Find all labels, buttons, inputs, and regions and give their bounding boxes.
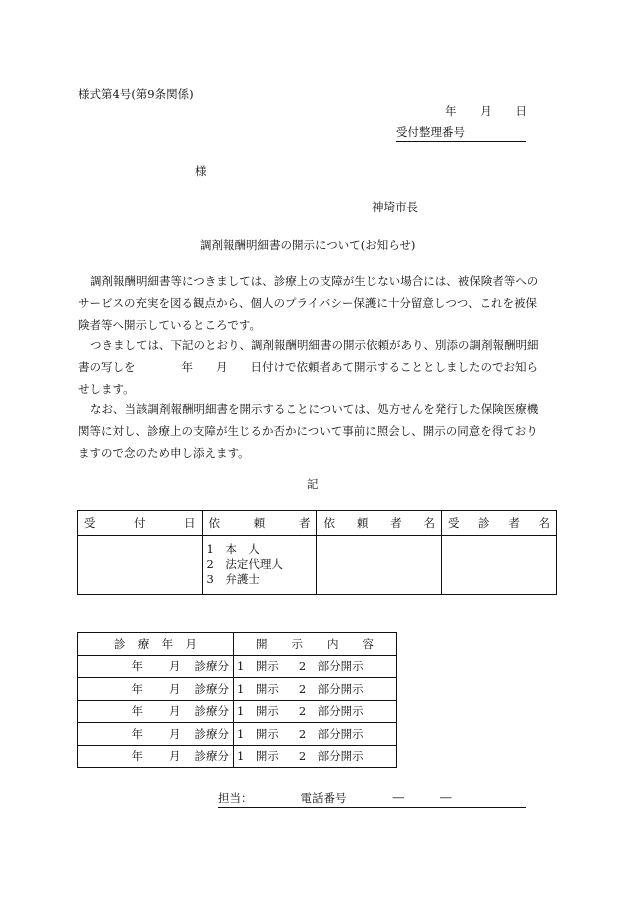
row-year: 年 [131, 681, 143, 696]
subject-title: 調剤報酬明細書の開示について(お知らせ) [200, 238, 416, 252]
date-year-label: 年 [445, 104, 457, 118]
paragraph-line: なお、当該調剤報酬明細書を開示することについては、処方せんを発行した保険医療機 [90, 402, 539, 416]
paragraph-1 [78, 270, 554, 336]
person-label: 担当： [218, 791, 253, 805]
header-reception-date [78, 511, 203, 536]
header-char: 診 [478, 516, 490, 530]
phone-dash: ― [392, 790, 404, 804]
treatment-month-cell[interactable] [78, 655, 234, 678]
ki-heading: 記 [307, 477, 319, 491]
treatment-month-cell[interactable] [78, 678, 234, 701]
header-requester-name [317, 511, 442, 536]
row-suffix: 診療分 [194, 704, 229, 719]
row-year: 年 [131, 659, 143, 674]
requester-option-legal-rep[interactable]: 2 法定代理人 [206, 557, 283, 571]
treatment-month [78, 703, 233, 719]
row-suffix: 診療分 [194, 749, 229, 764]
header-char: 診 [114, 636, 126, 651]
spread-text [442, 515, 556, 531]
header-char: 受 [84, 516, 96, 530]
row-year: 年 [131, 704, 143, 719]
header-char: 年 [161, 636, 174, 651]
header-char: 受 [448, 516, 460, 530]
header-char: 日 [184, 516, 196, 530]
option-full[interactable]: 1 開示 [237, 749, 279, 764]
header-char: 頼 [253, 516, 266, 530]
disclosure-table [77, 632, 397, 768]
sender: 神埼市長 [372, 200, 418, 214]
paragraph-line: ますので念のため申し添えます。 [78, 446, 250, 460]
addressee-suffix: 様 [195, 164, 207, 178]
reception-date-cell[interactable] [78, 536, 203, 595]
option-full[interactable]: 1 開示 [237, 659, 279, 674]
header-patient-name [442, 511, 557, 536]
treatment-month-cell[interactable] [78, 700, 234, 723]
header-char: 容 [362, 636, 374, 651]
disclosure-options [234, 681, 396, 697]
spread-text [234, 636, 396, 652]
treatment-month [78, 681, 233, 697]
date-line [445, 103, 527, 119]
requester-option-self[interactable]: 1 本 人 [206, 542, 260, 556]
paragraph-line: 険者等へ開示しているところです。 [78, 318, 261, 332]
header-char: 者 [298, 516, 311, 530]
disclosure-options [234, 748, 396, 764]
phone-dash: ― [440, 790, 452, 804]
date-day-label: 日 [515, 104, 527, 118]
treatment-month-cell[interactable] [78, 723, 234, 746]
disclosure-options [234, 703, 396, 719]
paragraph-line: 関等に対し、診療上の支障が生じるか否かについて事前に照会し、開示の同意を得ており [78, 424, 538, 438]
row-year: 年 [131, 726, 143, 741]
phone-label: 電話番号 [300, 791, 347, 805]
contact-line [218, 790, 526, 808]
treatment-month [78, 658, 233, 674]
requester-option-lawyer[interactable]: 3 弁護士 [206, 572, 260, 586]
disclosure-row [78, 745, 397, 768]
option-full[interactable]: 1 開示 [237, 681, 279, 696]
row-month: 月 [169, 749, 181, 764]
requester-cell[interactable] [202, 536, 317, 595]
row-suffix: 診療分 [194, 659, 229, 674]
date-month-label: 月 [480, 104, 492, 118]
header-char: 示 [291, 636, 303, 651]
disclosure-row [78, 678, 397, 701]
treatment-month [78, 748, 233, 764]
header-char: 名 [538, 516, 550, 530]
paragraph-line: つきましては、下記のとおり、調剤報酬明細書の開示依頼があり、別添の調剤報酬明細 [90, 338, 539, 352]
row-month: 月 [169, 726, 181, 741]
paragraph-2 [78, 334, 554, 400]
disclosure-row [78, 700, 397, 723]
paragraph-line: 書の写しを 年 月 日付けで依頼者あて開示することとしましたのでお知ら [78, 360, 538, 374]
receipt-number-label: 受付整理番号 [396, 125, 465, 139]
header-char: 頼 [356, 516, 369, 530]
requester-name-cell[interactable] [317, 536, 442, 595]
option-partial[interactable]: 2 部分開示 [298, 681, 364, 696]
header-char: 月 [185, 636, 197, 651]
option-partial[interactable]: 2 部分開示 [298, 726, 364, 741]
request-table [77, 510, 557, 595]
row-month: 月 [169, 681, 181, 696]
row-year: 年 [131, 749, 143, 764]
paragraph-3 [78, 398, 554, 464]
header-char: 療 [137, 636, 150, 651]
treatment-month-cell[interactable] [78, 745, 234, 768]
row-suffix: 診療分 [194, 681, 229, 696]
paragraph-line: サービスの充実を図る観点から、個人のプライバシー保護に十分留意しつつ、これを被保 [78, 296, 537, 310]
option-partial[interactable]: 2 部分開示 [298, 749, 364, 764]
requester-options [203, 536, 317, 587]
spread-text [317, 515, 441, 531]
disclosure-options [234, 658, 396, 674]
header-char: 者 [508, 516, 520, 530]
receipt-number-field[interactable] [396, 124, 526, 142]
paragraph-line: 調剤報酬明細書等につきましては、診療上の支障が生じない場合には、被保険者等への [90, 274, 539, 288]
option-full[interactable]: 1 開示 [237, 704, 279, 719]
option-full[interactable]: 1 開示 [237, 726, 279, 741]
disclosure-options [234, 726, 396, 742]
header-treatment-month [78, 633, 234, 656]
header-char: 内 [327, 636, 339, 651]
spread-text [78, 515, 202, 531]
spread-text [78, 636, 233, 652]
spread-text [203, 515, 317, 531]
disclosure-content-cell[interactable] [234, 700, 397, 723]
header-disclosure-content [234, 633, 397, 656]
header-char: 者 [390, 516, 402, 530]
header-char: 開 [256, 636, 268, 651]
form-number: 様式第4号(第9条関係) [78, 87, 194, 101]
header-requester [202, 511, 317, 536]
header-char: 名 [423, 516, 436, 530]
paragraph-line: せします。 [78, 382, 135, 396]
disclosure-content-cell[interactable] [234, 723, 397, 746]
row-month: 月 [169, 659, 181, 674]
header-char: 依 [323, 516, 335, 530]
header-char: 付 [134, 516, 146, 530]
option-partial[interactable]: 2 部分開示 [298, 704, 364, 719]
disclosure-row [78, 723, 397, 746]
header-char: 依 [208, 516, 221, 530]
option-partial[interactable]: 2 部分開示 [298, 659, 364, 674]
disclosure-row [78, 655, 397, 678]
disclosure-content-cell[interactable] [234, 678, 397, 701]
row-month: 月 [169, 704, 181, 719]
patient-name-cell[interactable] [442, 536, 557, 595]
disclosure-content-cell[interactable] [234, 655, 397, 678]
row-suffix: 診療分 [194, 726, 229, 741]
treatment-month [78, 726, 233, 742]
disclosure-content-cell[interactable] [234, 745, 397, 768]
